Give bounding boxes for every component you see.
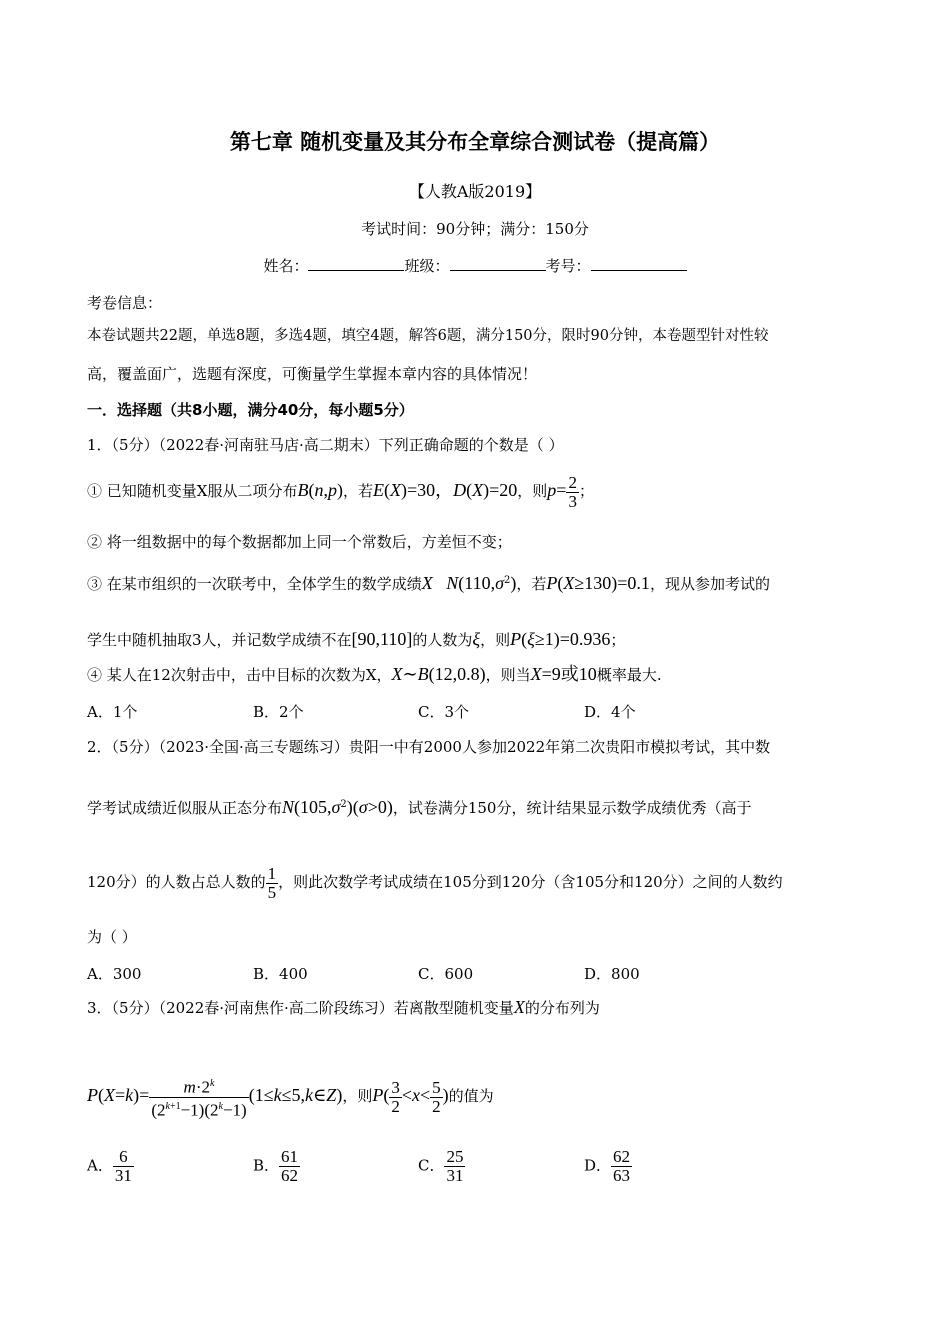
number-label: 考号： bbox=[545, 257, 591, 275]
q1-statement-3: ③ 在某市组织的一次联考中，全体学生的数学成绩X $N(110,\sigma^2)$，若P(X≥130)=0.1，现从参加考试的 bbox=[87, 573, 770, 593]
q1-option-d[interactable]: D．4个 bbox=[584, 703, 636, 721]
q3-distribution: P(X=k)= $\frac{m\cdot 2^k}{(2^{k+1}-1)(2^k-1)}$ (1≤k≤5,k∈Z)，则P( $\frac{3}{2}$ <x< $\frac{5}{2}$ )的值为 bbox=[87, 1070, 494, 1121]
number-blank[interactable] bbox=[591, 256, 687, 271]
name-blank[interactable] bbox=[308, 256, 404, 271]
q2-line-2: 学考试成绩近似服从正态分布$N(105,\sigma^2)(\sigma>0)$，试卷满分150分，统计结果显示数学成绩优秀（高于 bbox=[87, 797, 752, 817]
q1-statement-3-cont: 学生中随机抽取3人，并记数学成绩不在[90,110]的人数为ξ，则P(ξ≥1)=0.936； bbox=[87, 629, 626, 649]
page-title: 第七章 随机变量及其分布全章综合测试卷（提高篇） bbox=[229, 130, 721, 154]
q3-option-a[interactable]: A． $\frac{6}{31}$ bbox=[87, 1147, 132, 1185]
q3-option-c[interactable]: C． $\frac{25}{31}$ bbox=[418, 1147, 464, 1185]
q2-line-4: 为（ ） bbox=[87, 928, 137, 946]
fraction: $\frac{m\cdot 2^k}{(2^{k+1}-1)(2^k-1)}$ bbox=[149, 1075, 248, 1119]
fraction: $\frac{3}{2}$ bbox=[391, 1077, 400, 1116]
fraction: $\frac{1}{5}$ bbox=[267, 863, 277, 902]
section-heading-choice: 一．选择题（共8小题，满分40分，每小题5分） bbox=[87, 401, 414, 419]
q1-statement-2: ② 将一组数据中的每个数据都加上同一个常数后，方差恒不变； bbox=[87, 533, 512, 551]
fraction: $\frac{25}{31}$ bbox=[446, 1147, 464, 1185]
q1-option-b[interactable]: B．2个 bbox=[253, 703, 304, 721]
fraction: $\frac{2}{3}$ bbox=[568, 472, 577, 511]
q1-option-c[interactable]: C．3个 bbox=[418, 703, 470, 721]
q1-option-a[interactable]: A．1个 bbox=[87, 703, 138, 721]
exam-time-info: 考试时间：90分钟；满分：150分 bbox=[361, 220, 589, 238]
edition-label: 【人教A版2019】 bbox=[408, 182, 542, 201]
student-info-row bbox=[0, 256, 950, 276]
fraction: $\frac{6}{31}$ bbox=[114, 1147, 132, 1185]
fraction: $\frac{61}{62}$ bbox=[281, 1147, 299, 1185]
q1-statement-1: ① 已知随机变量X服从二项分布B(n,p)，若E(X)=30，D(X)=20，则p= $\frac{2}{3}$ ； bbox=[87, 472, 594, 511]
class-blank[interactable] bbox=[450, 256, 546, 271]
info-line-1: 本卷试题共22题，单选8题，多选4题，填空4题，解答6题，满分150分，限时90分钟，本卷题型针对性较 bbox=[87, 328, 769, 344]
info-heading: 考卷信息： bbox=[87, 294, 163, 312]
q2-option-b[interactable]: B．400 bbox=[253, 965, 308, 983]
q2-option-c[interactable]: C．600 bbox=[418, 965, 474, 983]
q3-option-b[interactable]: B． $\frac{61}{62}$ bbox=[253, 1147, 299, 1185]
fraction: $\frac{62}{63}$ bbox=[613, 1147, 631, 1185]
q2-option-a[interactable]: A．300 bbox=[87, 965, 142, 983]
q3-stem: 3．（5分）（2022春·河南焦作·高二阶段练习）若离散型随机变量X的分布列为 bbox=[87, 997, 600, 1017]
q2-option-d[interactable]: D．800 bbox=[584, 965, 640, 983]
class-label: 班级： bbox=[404, 257, 450, 275]
name-label: 姓名： bbox=[263, 257, 309, 275]
q2-line-3: 120分）的人数占总人数的 $\frac{1}{5}$ ，则此次数学考试成绩在105分到120分（含105分和120分）之间的人数约 bbox=[87, 863, 783, 902]
info-line-2: 高，覆盖面广，选题有深度，可衡量学生掌握本章内容的具体情况！ bbox=[87, 365, 538, 383]
q2-stem: 2．（5分）（2023·全国·高三专题练习）贵阳一中有2000人参加2022年第二次贵阳市模拟考试，其中数 bbox=[87, 738, 771, 756]
q3-option-d[interactable]: D． $\frac{62}{63}$ bbox=[584, 1147, 631, 1185]
q1-statement-4: ④ 某人在12次射击中，击中目标的次数为X，X∼B(12,0.8)，则当X=9或10概率最大. bbox=[87, 664, 662, 684]
fraction: $\frac{5}{2}$ bbox=[432, 1077, 441, 1116]
q1-stem: 1．（5分）（2022春·河南驻马店·高二期末）下列正确命题的个数是（ ） bbox=[87, 436, 564, 454]
